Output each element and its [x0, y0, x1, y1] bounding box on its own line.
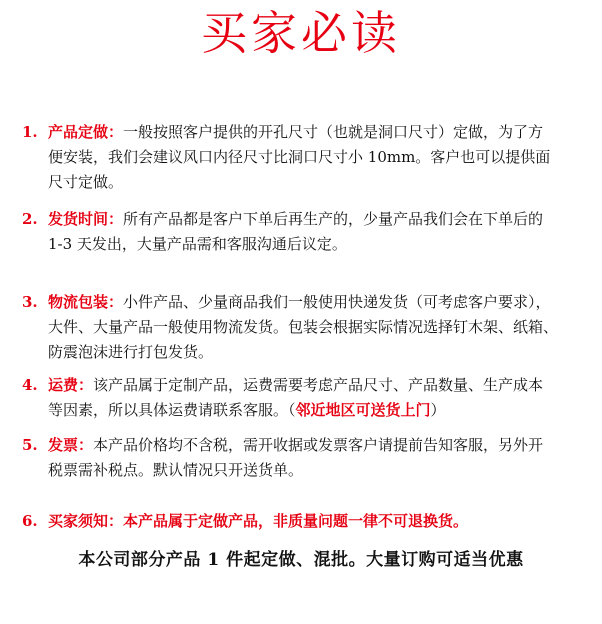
item-number: 4. — [22, 376, 38, 394]
item-number: 1. — [22, 123, 38, 141]
notice-item-freight — [22, 373, 588, 423]
item-text: 1-3 天发出，大量产品需和客服沟通后议定。 — [48, 235, 347, 253]
notice-item-custom-made — [22, 120, 588, 195]
paren-close: ） — [430, 401, 446, 419]
page-title: 买家必读 — [201, 6, 401, 60]
item-number: 6. — [22, 512, 38, 530]
footer-promo: 本公司部分产品 1 件起定做、混批。大量订购可适当优惠 — [78, 550, 524, 570]
item-text: 大件、大量产品一般使用物流发货。包装会根据实际情况选择钉木架、纸箱、 — [48, 318, 559, 336]
delivery-highlight: 邻近地区可送货上门 — [295, 401, 431, 419]
item-label: 买家须知： — [48, 512, 124, 530]
item-text: 所有产品都是客户下单后再生产的，少量产品我们会在下单后的 — [123, 210, 544, 228]
item-label: 物流包装： — [48, 293, 124, 311]
notice-item-buyer-note — [22, 509, 588, 534]
no-return-notice: 本产品属于定做产品，非质量问题一律不可退换货。 — [123, 512, 469, 530]
item-text-line — [22, 398, 588, 423]
item-text: 防震泡沫进行打包发货。 — [48, 343, 214, 361]
item-number: 5. — [22, 436, 38, 454]
notice-item-invoice — [22, 433, 588, 483]
item-text: 一般按照客户提供的开孔尺寸（也就是洞口尺寸）定做，为了方 — [123, 123, 544, 141]
item-text: 该产品属于定制产品，运费需要考虑产品尺寸、产品数量、生产成本 — [93, 376, 544, 394]
paren-open: （ — [288, 401, 296, 419]
item-label: 产品定做： — [48, 123, 124, 141]
item-number: 2. — [22, 210, 38, 228]
item-label: 运费： — [48, 376, 94, 394]
item-number: 3. — [22, 293, 38, 311]
item-text: 小件产品、少量商品我们一般使用快递发货（可考虑客户要求）， — [123, 293, 551, 311]
item-label: 发货时间： — [48, 210, 124, 228]
item-text: 税票需补税点。默认情况只开送货单。 — [48, 461, 304, 479]
item-text: 尺寸定做。 — [48, 173, 124, 191]
notice-item-shipping-time — [22, 207, 588, 257]
item-label: 发票： — [48, 436, 94, 454]
item-text: 等因素，所以具体运费请联系客服。 — [48, 401, 289, 419]
notice-item-packaging — [22, 290, 588, 365]
item-text: 便安装，我们会建议风口内径尺寸比洞口尺寸小 10mm。客户也可以提供面 — [48, 148, 551, 166]
item-text: 本产品价格均不含税，需开收据或发票客户请提前告知客服，另外开 — [93, 436, 544, 454]
